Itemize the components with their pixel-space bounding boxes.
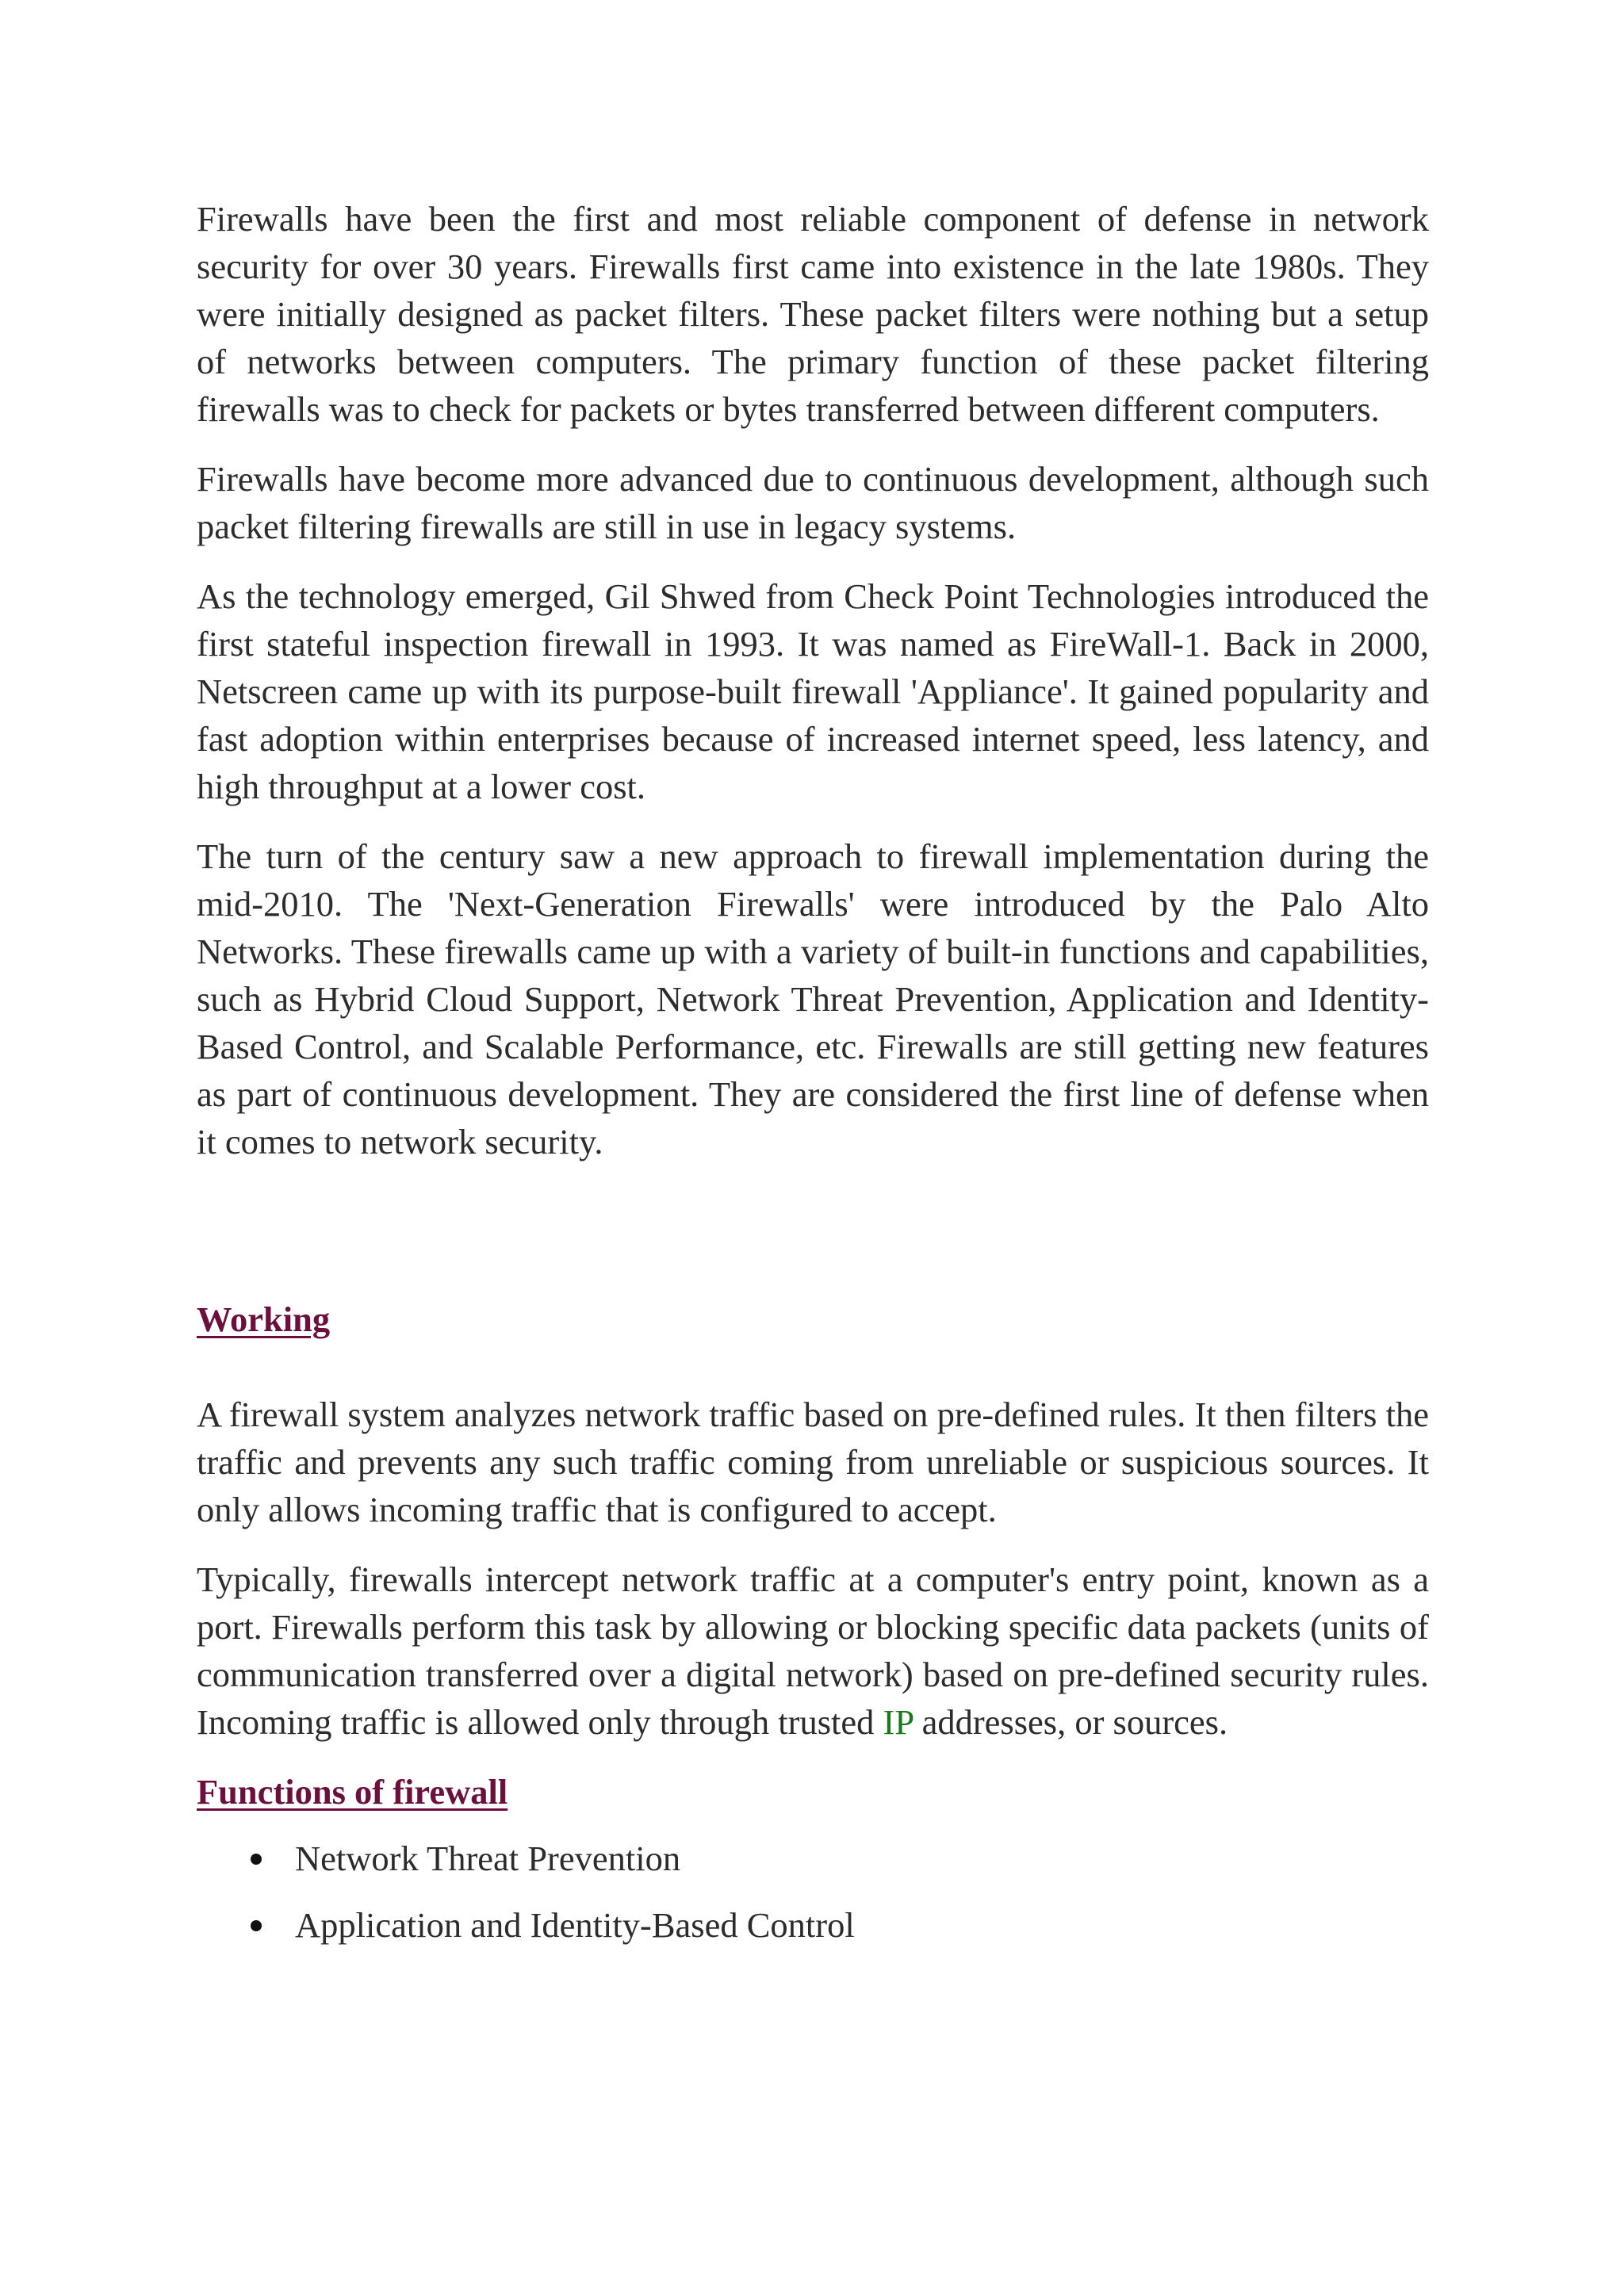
list-item (197, 1901, 1429, 1949)
section-heading-functions: Functions of firewall (197, 1772, 508, 1812)
list-item-label: Network Threat Prevention (295, 1839, 681, 1878)
list-item-label: Application and Identity-Based Control (295, 1905, 855, 1945)
section-heading-working: Working (197, 1299, 331, 1339)
paragraph-working-2 (197, 1556, 1429, 1746)
ip-link[interactable]: IP (883, 1702, 914, 1742)
paragraph-history-1: Firewalls have been the first and most reliable component of defense in network security for over 30 years. Firewalls first came into existence in the late 1980s. They were initially designed as packet filters. These packet filters were nothing but a setup of networks between computers. The primary function of these packet filtering firewalls was to check for packets or bytes transferred between different computers. (197, 199, 1429, 429)
functions-list (197, 1835, 1429, 1949)
document-page (197, 195, 1429, 1968)
paragraph-working-1: A firewall system analyzes network traffic based on pre-defined rules. It then filters the traffic and prevents any such traffic coming from unreliable or suspicious sources. It only allows incoming traffic that is configured to accept. (197, 1395, 1429, 1529)
paragraph-history-3: As the technology emerged, Gil Shwed from Check Point Technologies introduced the first stateful inspection firewall in 1993. It was named as FireWall-1. Back in 2000, Netscreen came up with its purpose-built firewall 'Appliance'. It gained popularity and fast adoption within enterprises because of increased internet speed, less latency, and high throughput at a lower cost. (197, 576, 1429, 806)
paragraph-history-2: Firewalls have become more advanced due to continuous development, although such packet filtering firewalls are still in use in legacy systems. (197, 459, 1429, 546)
paragraph-working-2-text-a: Typically, firewalls intercept network traffic at a computer's entry point, known as a port. Firewalls perform this task by allowing or blocking specific data packets (units of communication transferred over a digital network) based on pre-defined security rules. Incoming traffic is allowed only through trusted (197, 1559, 1429, 1742)
paragraph-working-2-text-b: addresses, or sources. (913, 1702, 1228, 1742)
list-item (197, 1835, 1429, 1882)
bullet-icon (251, 1854, 262, 1865)
bullet-icon (251, 1920, 262, 1931)
paragraph-history-4: The turn of the century saw a new approach to firewall implementation during the mid-2010. The 'Next-Generation Firewalls' were introduced by the Palo Alto Networks. These firewalls came up with a variety of built-in functions and capabilities, such as Hybrid Cloud Support, Network Threat Prevention, Application and Identity-Based Control, and Scalable Performance, etc. Firewalls are still getting new features as part of continuous development. They are considered the first line of defense when it comes to network security. (197, 836, 1429, 1161)
